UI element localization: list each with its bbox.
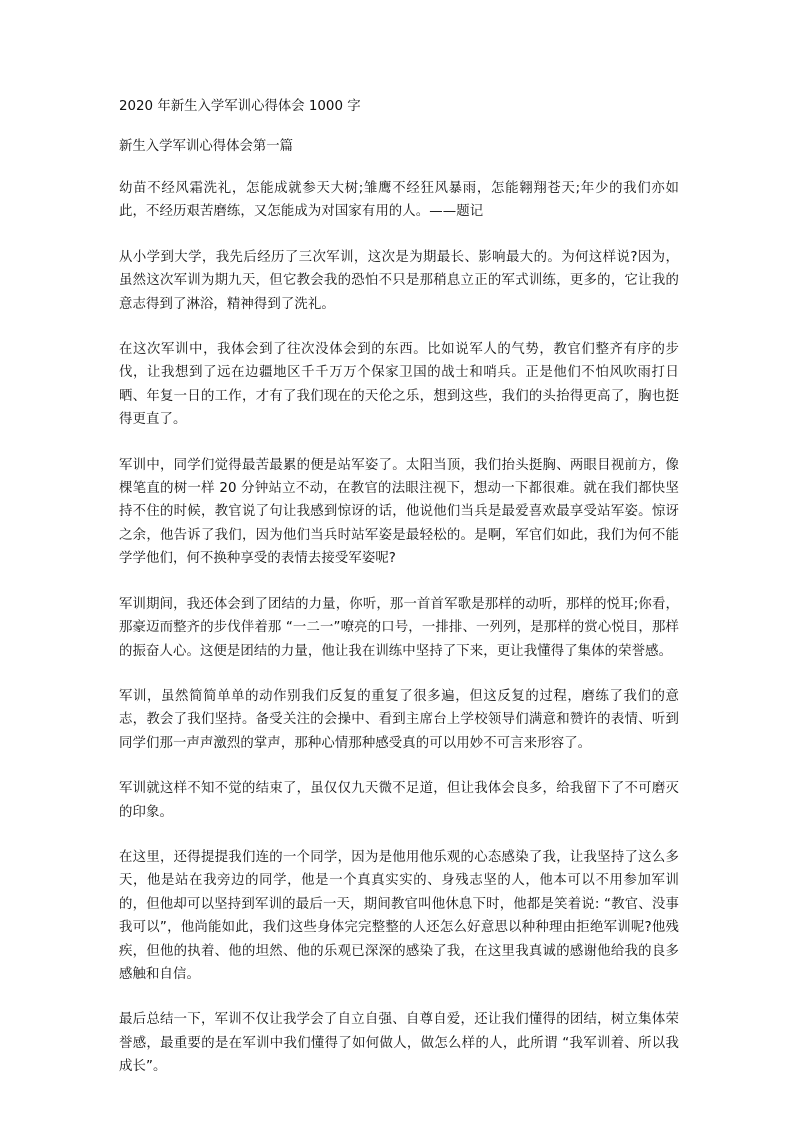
paragraph-classmate: 在这里，还得提提我们连的一个同学，因为是他用他乐观的心态感染了我，让我坚持了这么多天，他是站在我旁边的同学，他是一个真真实实的、身残志坚的人，他本可以不用参加军训的，但他却可以坚持到军训的最后一天，期间教官叫他休息下时，他都是笑着说: “教官、没事我可以”，他尚能如此，我们这些身体完完整整的人还怎么好意思以种种理由拒绝军训呢?他残疾，但他的执着、他的坦然、他的乐观已深深的感染了我，在这里我真诚的感谢他给我的良多感触和自信。 [119, 849, 679, 982]
paragraph-three-trainings: 从小学到大学，我先后经历了三次军训，这次是为期最长、影响最大的。为何这样说?因为，虽然这次军训为期九天，但它教会我的恐怕不只是那稍息立正的军式训练，更多的，它让我的意志得到了淋浴，精神得到了洗礼。 [119, 249, 679, 312]
paragraph-epigraph: 幼苗不经风霜洗礼，怎能成就参天大树;雏鹰不经狂风暴雨，怎能翱翔苍天;年少的我们亦如此，不经历艰苦磨练，又怎能成为对国家有用的人。——题记 [119, 181, 679, 220]
paragraph-unity: 军训期间，我还体会到了团结的力量，你听，那一首首军歌是那样的动听，那样的悦耳;你看，那豪迈而整齐的步伐伴着那 “一二一”嘹亮的口号，一排排、一列列，是那样的赏心悦目，那样的振奋人心。这便是团结的力量，他让我在训练中坚持了下来，更让我懂得了集体的荣誉感。 [119, 596, 679, 659]
section-heading: 新生入学军训心得体会第一篇 [119, 139, 294, 154]
paragraph-summary: 最后总结一下，军训不仅让我学会了自立自强、自尊自爱，还让我们懂得的团结，树立集体荣誉感，最重要的是在军训中我们懂得了如何做人，做怎么样的人，此所谓 “我军训着、所以我成长”。 [119, 1012, 679, 1075]
paragraph-ending: 军训就这样不知不觉的结束了，虽仅仅九天微不足道，但让我体会良多，给我留下了不可磨灭的印象。 [119, 781, 679, 820]
paragraph-soldier-spirit: 在这次军训中，我体会到了往次没体会到的东西。比如说军人的气势，教官们整齐有序的步伐，让我想到了远在边疆地区千千万万个保家卫国的战士和哨兵。正是他们不怕风吹雨打日晒、年复一日的工作，才有了我们现在的天伦之乐，想到这些，我们的头抬得更高了，胸也挺得更直了。 [119, 342, 679, 428]
paragraph-persistence: 军训，虽然简简单单的动作别我们反复的重复了很多遍，但这反复的过程，磨练了我们的意志，教会了我们坚持。备受关注的会操中、看到主席台上学校领导们满意和赞许的表情、听到同学们那一声声激烈的掌声，那种心情那种感受真的可以用妙不可言来形容了。 [119, 688, 679, 751]
document-body [119, 97, 679, 1079]
paragraph-standing-posture: 军训中，同学们觉得最苦最累的便是站军姿了。太阳当顶，我们抬头挺胸、两眼目视前方，像棵笔直的树一样 20 分钟站立不动，在教官的法眼注视下，想动一下都很难。就在我们都快坚持不住的时候，教官说了句让我感到惊讶的话，他说他们当兵是最爱喜欢最享受站军姿。惊讶之余，他告诉了我们，因为他们当兵时站军姿是最轻松的。是啊，军官们如此，我们为何不能学学他们，何不换种享受的表情去接受军姿呢? [119, 457, 679, 567]
document-title: 2020 年新生入学军训心得体会 1000 字 [119, 99, 361, 114]
